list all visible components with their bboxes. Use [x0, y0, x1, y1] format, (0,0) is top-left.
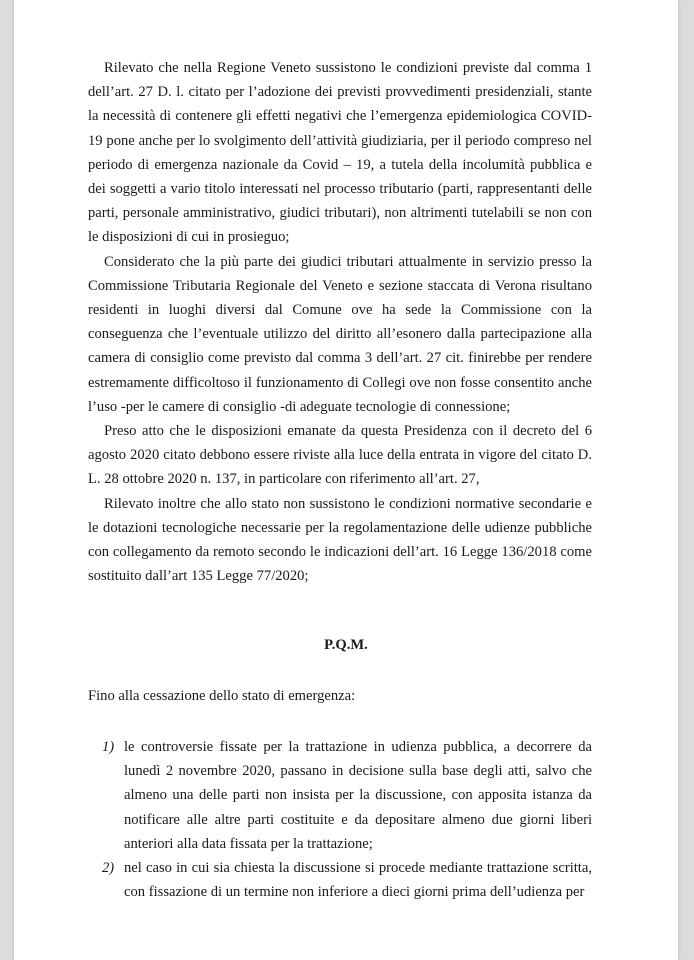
body-text: [88, 56, 592, 588]
paragraph-rilevato-inoltre: Rilevato inoltre che allo stato non sussistono le condizioni normative secondarie e le dotazioni tecnologiche necessarie per la regolamentazione delle udienze pubbliche con collegamento da remoto secondo le indicazioni dell’art. 16 Legge 136/2018 come sostituito dall’art 135 Legge 77/2020;: [88, 495, 592, 585]
list-item-text: le controversie fissate per la trattazione in udienza pubblica, a decorrere da lunedì 2 novembre 2020, passano in decisione sulla base degli atti, salvo che almeno una delle parti non insista per la discussione, con apposita istanza da notificare alle altre parti costituite e da depositare almeno due giorni liberi anteriori alla data fissata per la trattazione;: [124, 739, 592, 852]
section-heading: P.Q.M.: [324, 637, 368, 653]
paragraph-rilevato: Rilevato che nella Regione Veneto sussistono le condizioni previste dal comma 1 dell’art. 27 D. l. citato per l’adozione dei previsti provvedimenti presidenziali, stante la necessità di contenere gli effetti negativi che l’emergenza epidemiologica COVID-19 pone anche per lo svolgimento dell’attività giudiziaria, per il periodo compreso nel periodo di emergenza nazionale da Covid – 19, a tutela della incolumità pubblica e dei soggetti a vario titolo interessati nel processo tributario (parti, rappresentanti delle parti, personale amministrativo, giudici tributari), non altrimenti tutelabili se non con le disposizioni di cui in prosieguo;: [88, 60, 592, 246]
list-item-number: 2): [102, 860, 115, 877]
list-item: [88, 856, 592, 904]
list-item: [88, 735, 592, 856]
decision-list: [88, 735, 592, 904]
document-page: [14, 0, 678, 960]
list-item-number: 1): [102, 739, 115, 755]
paragraph-considerato: Considerato che la più parte dei giudici tributari attualmente in servizio presso la Commissione Tributaria Regionale del Veneto e sezione staccata di Verona risultano residenti in luoghi diversi dal Comune ove ha sede la Commissione con la conseguenza che l’eventuale utilizzo del diritto all’esonero dalla partecipazione alla camera di consiglio come previsto dal comma 3 dell’art. 27 cit. finirebbe per rendere estremamente difficoltoso il funzionamento di Collegi ove non fosse consentito anche l’uso -per le camere di consiglio -di adeguate tecnologie di connessione;: [88, 253, 592, 415]
intro-line: Fino alla cessazione dello stato di emergenza:: [88, 688, 356, 704]
list-item-text: nel caso in cui sia chiesta la discussione si procede mediante trattazione scritta, con fissazione di un termine non inferiore a dieci giorni prima dell’udienza per: [124, 860, 592, 901]
paragraph-preso-atto: Preso atto che le disposizioni emanate da questa Presidenza con il decreto del 6 agosto 2020 citato debbono essere riviste alla luce della entrata in vigore del citato D. L. 28 ottobre 2020 n. 137, in particolare con riferimento all’art. 27,: [88, 423, 592, 488]
